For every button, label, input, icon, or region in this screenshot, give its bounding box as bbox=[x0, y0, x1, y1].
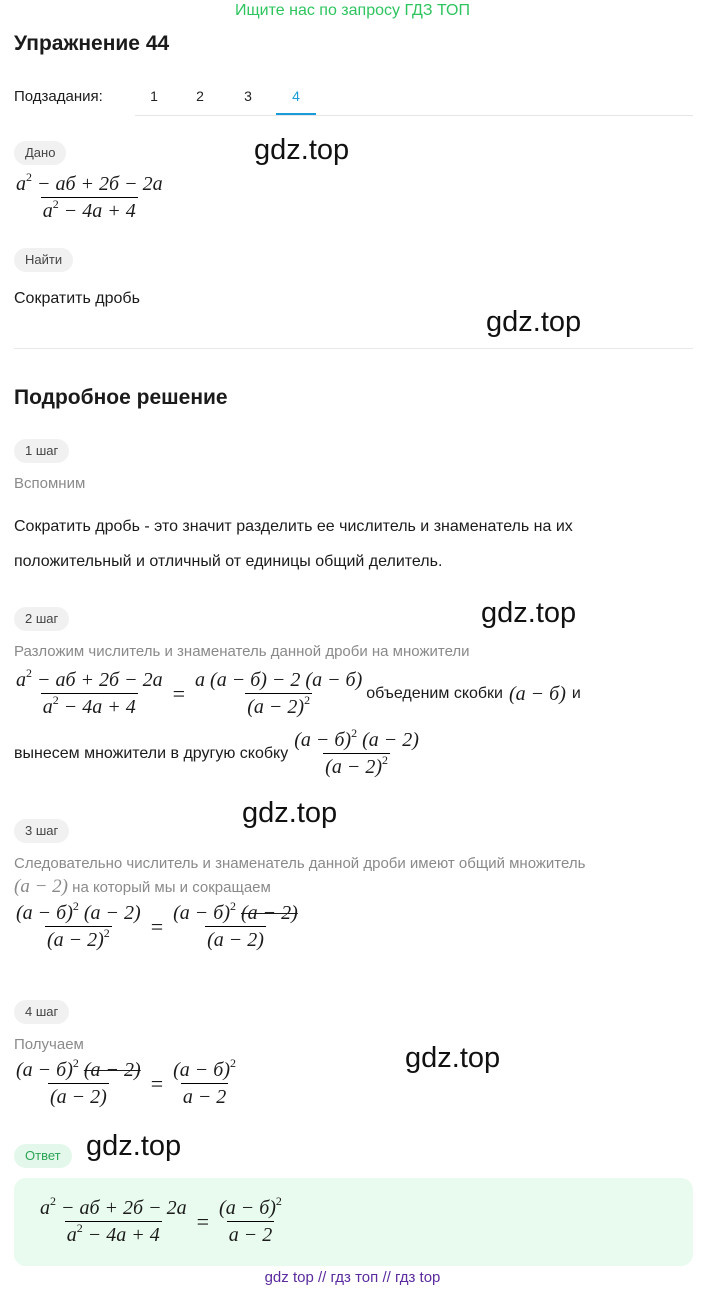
step-4-caption: Получаем bbox=[14, 1036, 84, 1053]
step-3-caption-math: (a − 2) bbox=[14, 876, 68, 897]
answer-equation: $\frac{a^2 - aб + 2б - 2a}{a^2 - 4a + 4}$ = $\frac{(a - б)^2}{a - 2}$ bbox=[40, 1194, 282, 1246]
step-2-conj: и bbox=[571, 684, 581, 702]
step-3-caption-text: на который мы и сокращаем bbox=[72, 879, 271, 896]
subtask-tab-2[interactable]: 2 bbox=[196, 88, 204, 104]
step-4-chip: 4 шаг bbox=[14, 1000, 69, 1024]
promo-banner[interactable]: Ищите нас по запросу ГДЗ ТОП bbox=[235, 2, 470, 19]
step-1-chip: 1 шаг bbox=[14, 439, 69, 463]
section-divider bbox=[14, 348, 693, 349]
step-3-caption-line1: Следовательно числитель и знаменатель данной дроби имеют общий множитель bbox=[14, 855, 586, 872]
watermark: gdz.top bbox=[486, 306, 582, 338]
subtask-tab-3[interactable]: 3 bbox=[244, 88, 252, 104]
find-text: Сократить дробь bbox=[14, 290, 140, 307]
watermark: gdz.top bbox=[254, 134, 350, 166]
step-2-combine-text: объеденим скобки bbox=[366, 684, 503, 702]
watermark: gdz.top bbox=[405, 1042, 501, 1074]
footer-link-1[interactable]: gdz top bbox=[264, 1269, 314, 1286]
step-2-caption: Разложим числитель и знаменатель данной дроби на множители bbox=[14, 643, 470, 660]
step-3-equation: $\frac{(a - б)^2 (a - 2)}{(a - 2)^2}$ = $\frac{(a - б)^2 (a - 2)}{(a - 2)}$ bbox=[16, 899, 298, 951]
subtask-tab-1[interactable]: 1 bbox=[150, 88, 158, 104]
page-title: Упражнение 44 bbox=[14, 32, 170, 55]
watermark: gdz.top bbox=[481, 597, 577, 629]
step-2-move-text: вынесем множители в другую скобку bbox=[14, 744, 289, 762]
step-1-caption: Вспомним bbox=[14, 475, 86, 492]
step-2-chip: 2 шаг bbox=[14, 607, 69, 631]
step-4-equation: $\frac{(a - б)^2 (a - 2)}{(a - 2)}$ = $\frac{(a - б)^2}{a - 2}$ bbox=[16, 1056, 236, 1108]
active-tab-indicator bbox=[276, 113, 316, 115]
footer-links bbox=[0, 1269, 705, 1286]
step-2-equation: $\frac{a^2 - aб + 2б - 2a}{a^2 - 4a + 4}$ = $\frac{a (a - б) - 2 (a - б)}{(a - 2)^2}$ объеденим скобки (a − б) и bbox=[16, 666, 581, 718]
footer-separator: // bbox=[317, 1269, 327, 1286]
subtasks-label: Подзадания: bbox=[14, 88, 103, 105]
step-2-equation-line2: вынесем множители в другую скобку $\frac{(a - б)^2 (a - 2)}{(a - 2)^2}$ bbox=[14, 726, 419, 778]
given-chip: Дано bbox=[14, 141, 66, 165]
subtask-tab-4[interactable]: 4 bbox=[292, 88, 300, 104]
step-3-caption-line2 bbox=[14, 877, 271, 896]
step-3-chip: 3 шаг bbox=[14, 819, 69, 843]
given-fraction: $\frac{a^2 - aб + 2б - 2a}{a^2 - 4a + 4}$ bbox=[16, 170, 163, 222]
watermark: gdz.top bbox=[86, 1130, 182, 1162]
footer-separator: // bbox=[382, 1269, 391, 1286]
answer-chip: Ответ bbox=[14, 1144, 72, 1168]
step-1-text: Сократить дробь - это значит разделить ее числитель и знаменатель на их положительный и отличный от единицы общий делитель. bbox=[14, 518, 573, 570]
find-chip: Найти bbox=[14, 248, 73, 272]
footer-link-2[interactable]: гдз топ bbox=[330, 1269, 379, 1286]
step-2-bracket: (a − б) bbox=[509, 682, 566, 705]
subtasks-divider bbox=[135, 115, 693, 116]
solution-title: Подробное решение bbox=[14, 386, 228, 409]
watermark: gdz.top bbox=[242, 797, 338, 829]
footer-link-3[interactable]: гдз top bbox=[394, 1269, 441, 1286]
